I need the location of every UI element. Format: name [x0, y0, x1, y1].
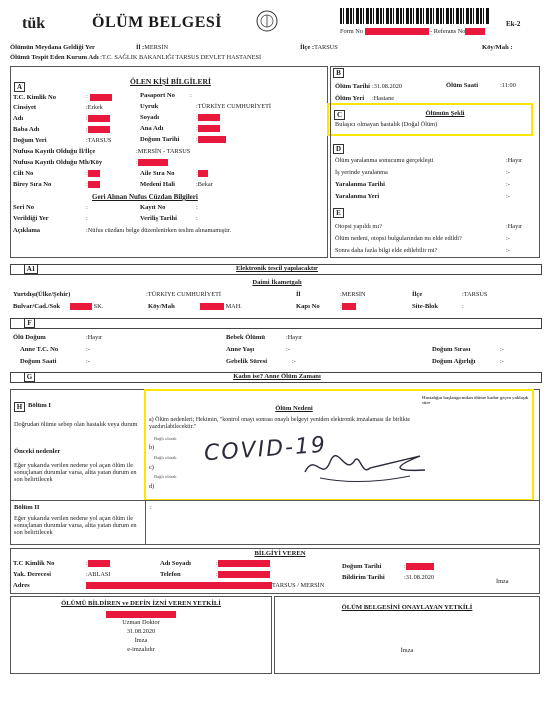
- d-row-3-value: :-: [506, 193, 510, 200]
- a1-ilce-value: :TARSUS: [462, 291, 488, 298]
- bilgi-adi-value: [216, 560, 270, 567]
- bilgi-yak-label: Yak. Derecesi: [13, 571, 51, 578]
- aralik-note: Hastalığın başlangıcından ölüme kadar geçen yaklaşık süre: [422, 395, 529, 406]
- a1-koy-label: Köy/Mah: [148, 303, 175, 310]
- e-row-2: Sonra daha fazla bilgi elde edilebilir mi?: [335, 247, 438, 254]
- footer-imza: İmza: [134, 637, 148, 644]
- row-medeni: Medeni Hali: [140, 181, 175, 188]
- row-cilt: Cilt No: [13, 170, 34, 177]
- anne-tc-value: :-: [86, 346, 90, 353]
- olu-dogum-value: :Hayır: [86, 334, 103, 341]
- verildigi-label: Verildiği Yer: [13, 215, 49, 222]
- place-il: İl :MERSİN: [136, 44, 169, 51]
- section-a-title: ÖLEN KİŞİ BİLGİLERİ: [130, 77, 211, 86]
- dogum-sirasi-label: Doğum Sırası: [432, 346, 471, 353]
- bulvar-value: SK.: [70, 303, 103, 310]
- row-nufus-il-value: :MERSİN - TARSUS: [136, 148, 191, 155]
- signature-scribble: [300, 442, 430, 487]
- olum-nedeni-intro: a) Ölüm nedenleri; Hekimin, "kontrol onayı sonrası onaylı belgeyi yeniden elektronik imzalaması ile birlikte yazdırılabilecektir.": [149, 417, 411, 430]
- section-d-letter: D: [333, 144, 344, 154]
- d-row-2: Yaralanma Tarihi: [335, 181, 386, 188]
- kayit-value: :: [196, 204, 198, 211]
- row-nufus-mh-value: [136, 159, 168, 166]
- footer-doctor: Uzman Doktor: [122, 619, 160, 626]
- footer-left-title: ÖLÜMÜ BİLDİREN ve DEFİN İZNİ VEREN YETKİLİ: [61, 600, 221, 607]
- ministry-logo: [20, 12, 52, 32]
- d-row-3: Yaralanma Yeri: [335, 193, 380, 200]
- olum-yeri-label: Ölüm Yeri: [335, 95, 365, 102]
- row-cilt-value: [86, 170, 100, 177]
- row-tc-value: :: [86, 93, 88, 100]
- d-row-2-value: :-: [506, 181, 510, 188]
- section-c-title: Ölümün Şekli: [425, 110, 465, 117]
- seri-value: :: [86, 204, 88, 211]
- row-dogum-yeri: Doğum Yeri: [13, 137, 47, 144]
- bilgi-adres-label: Adres: [13, 582, 30, 589]
- a1-koy-value: MAH.: [200, 303, 242, 310]
- row-dogum-tarihi: Doğum Tarihi: [140, 136, 180, 143]
- row-ana-value: [196, 125, 220, 132]
- dogum-sirasi-value: :-: [500, 346, 504, 353]
- kurum: Ölümü Tespit Eden Kurum Adı :T.C. SAĞLIK BAKANLIĞI TARSUS DEVLET HASTANESİ: [10, 54, 262, 61]
- row-birey-value: [86, 181, 100, 188]
- bolum1: Bölüm I: [28, 402, 51, 409]
- e-row-1-value: :-: [506, 235, 510, 242]
- row-aile-value: [196, 170, 208, 177]
- olum-tarihi-label: Ölüm Tarihi: [335, 83, 370, 90]
- a1-ilce-label: İlçe: [412, 291, 423, 298]
- section-a1-letter: A1: [24, 264, 38, 274]
- seri-label: Seri No: [13, 204, 35, 211]
- bilgi-dogum-value: [404, 563, 434, 570]
- kapi-label: Kapı No: [296, 303, 320, 310]
- bilgi-imza: İmza: [496, 578, 509, 585]
- bolum2: Bölüm II: [14, 504, 40, 511]
- section-g-letter: G: [24, 372, 35, 382]
- row-adi-value: [86, 115, 110, 122]
- footer-date: 31.08.2020: [126, 628, 156, 635]
- onceki-text: Eğer yukarıda verilen nedene yol açan ölüm ile sonuçlanan durumlar varsa, altta yatan durum en son belirtilecek: [14, 462, 137, 484]
- verilis-label: Veriliş Tarihi: [140, 215, 177, 222]
- row-adi: Adı: [13, 115, 24, 122]
- bilgi-title: BİLGİYİ VEREN: [254, 550, 306, 557]
- page-title: ÖLÜM BELGESİ: [92, 14, 223, 31]
- onceki: Önceki nedenler: [14, 448, 61, 455]
- bolum2-colon: :: [150, 504, 152, 511]
- section-c-letter: C: [334, 110, 345, 120]
- cause-c: c): [149, 464, 154, 471]
- yurtdisi-value: :TÜRKİYE CUMHURİYETİ: [146, 291, 222, 298]
- row-pasaport: Pasaport No: [140, 92, 175, 99]
- kayit-label: Kayıt No: [140, 204, 166, 211]
- h-bolum2-line: [10, 500, 540, 501]
- yurtdisi-label: Yurtdışı(Ülke/Şehir): [13, 291, 71, 298]
- row-dogum-tarihi-value: [196, 136, 226, 143]
- ikamet-title: Daimi İkametgah: [252, 279, 302, 286]
- row-cinsiyet-value: :Erkek: [86, 104, 103, 111]
- anne-yasi-label: Anne Yaşı: [226, 346, 255, 353]
- bebek-label: Bebek Ölümü: [226, 334, 266, 341]
- g-title: Kadın ise? Anne Ölüm Zamanı: [233, 373, 321, 380]
- section-f-letter: F: [24, 318, 35, 328]
- row-birey: Birey Sıra No: [13, 181, 52, 188]
- footer-right-title: ÖLÜM BELGESİNİ ONAYLAYAN YETKİLİ: [341, 604, 473, 611]
- row-uyruk: Uyruk: [140, 103, 159, 110]
- bilgi-tc-value: [86, 560, 110, 567]
- verildigi-value: :: [86, 215, 88, 222]
- dogum-saati-label: Doğum Saati: [20, 358, 57, 365]
- anne-yasi-value: :-: [286, 346, 290, 353]
- row-nufus-il: Nufusa Kayıtlı Olduğu İl/İlçe: [13, 148, 96, 155]
- bagli-1: Bağlı olarak: [154, 436, 177, 441]
- barcode: [340, 8, 490, 24]
- section-b-letter: B: [333, 68, 344, 78]
- bilgi-tel-label: Telefon: [160, 571, 181, 578]
- dogum-agirligi-label: Doğum Ağırlığı: [432, 358, 476, 365]
- row-cinsiyet: Cinsiyet: [13, 104, 37, 111]
- d-row-0: Ölüm yaralanma sonucumu gerçekleşti: [335, 157, 434, 164]
- kapi-value: [340, 303, 356, 310]
- right-col-frame: [330, 66, 540, 258]
- place-ilce: İlçe :TARSUS: [300, 44, 338, 51]
- place-label: Ölümün Meydana Geldiği Yer: [10, 44, 95, 51]
- section-h-letter: H: [14, 402, 25, 412]
- olum-tarihi-value: :31.08.2020: [372, 83, 403, 90]
- bilgi-tc-label: T.C Kimlik No: [13, 560, 55, 567]
- e-row-0: Otopsi yapıldı mı?: [335, 223, 382, 230]
- row-nufus-mh: Nufusa Kayıtlı Olduğu Mh/Köy: [13, 159, 103, 166]
- row-soyadi-value: [196, 114, 220, 121]
- logo-icon: [20, 12, 52, 32]
- footer-right-imza: İmza: [400, 647, 414, 654]
- bilgi-yak-value: :ABLASI: [86, 571, 111, 578]
- section-c-value: Bulaşıcı olmayan hastalık (Doğal Ölüm): [335, 121, 438, 128]
- signature-icon: [300, 442, 430, 487]
- place-koy: Köy/Mah :: [482, 44, 513, 51]
- aciklama-label: Açıklama: [13, 227, 41, 234]
- gebelik-value: :-: [292, 358, 296, 365]
- d-row-1-value: :-: [506, 169, 510, 176]
- row-baba-value: [86, 126, 110, 133]
- e-row-2-value: :-: [506, 247, 510, 254]
- cause-d: d): [149, 483, 155, 490]
- bolum2-text: Eğer yukarıda verilen nedene yol açan ölüm ile sonuçlanan durumlar varsa, altta yatan durum en son belirtilecek: [14, 515, 137, 537]
- row-soyadi: Soyadı: [140, 114, 160, 121]
- row-ana: Ana Adı: [140, 125, 164, 132]
- row-tc: T.C. Kimlik No: [13, 94, 57, 101]
- bulvar-label: Bulvar/Cad./Sok: [13, 303, 61, 310]
- section-a-letter: A: [14, 82, 25, 92]
- e-row-0-value: :Hayır: [506, 223, 523, 230]
- row-uyruk-value: :TÜRKİYE CUMHURİYETİ: [196, 103, 272, 110]
- dogum-agirligi-value: :-: [500, 358, 504, 365]
- d-row-1: İş yerinde yaralanma: [335, 169, 388, 176]
- bilgi-bildirim-value: :31.08.2020: [404, 574, 435, 581]
- bilgi-adres-value: TARSUS / MERSİN: [86, 582, 324, 589]
- bolum1-text: Doğrudan ölüme sebep olan hastalık veya durum: [14, 421, 138, 428]
- aciklama-value: :Nüfus cüzdanı belge düzenlenirken teslim alınamamıştır.: [86, 227, 232, 234]
- a1-title: Elektronik tescil yapılacaktır: [236, 265, 318, 272]
- bagli-2: Bağlı olarak: [154, 455, 177, 460]
- health-seal-icon: [256, 10, 278, 32]
- row-dogum-yeri-value: :TARSUS: [86, 137, 112, 144]
- logo-text: tük: [22, 15, 46, 32]
- verilis-value: :: [196, 215, 198, 222]
- site-label: Site-Blok: [412, 303, 439, 310]
- olum-saati-label: Ölüm Saati: [446, 82, 479, 89]
- gebelik-label: Gebelik Süresi: [226, 358, 268, 365]
- bilgi-adi-label: Adı Soyadı: [160, 560, 191, 567]
- a1-il-label: İl: [296, 291, 301, 298]
- ek-label: Ek-2: [506, 20, 521, 28]
- row-medeni-value: :Bekar: [196, 181, 213, 188]
- form-no: Form No - Referans No: [340, 28, 485, 35]
- olum-yeri-value: :Hastane: [372, 95, 395, 102]
- bagli-3: Bağlı olarak: [154, 474, 177, 479]
- olum-saati-value: :11:00: [500, 82, 516, 89]
- handwritten-cause: COVID-19: [203, 432, 328, 467]
- row-aile: Aile Sıra No: [140, 170, 175, 177]
- docs-title: Geri Alınan Nufus Cüzdan Bilgileri: [92, 193, 198, 201]
- row-pasaport-value: :: [190, 92, 192, 99]
- a1-il-value: :MERSİN: [340, 291, 366, 298]
- e-row-1: Ölüm nedeni, otopsi bulgularından mı elde edildi?: [335, 235, 462, 242]
- site-value: :: [462, 303, 464, 310]
- bebek-value: :Hayır: [286, 334, 303, 341]
- olum-nedeni-title: Ölüm Nedeni: [275, 405, 313, 412]
- bilgi-bildirim-label: Bildirim Tarihi: [342, 574, 385, 581]
- bilgi-dogum-label: Doğum Tarihi: [342, 563, 382, 570]
- redact-tc: [90, 93, 112, 101]
- anne-tc-label: Anne T.C. No: [20, 346, 59, 353]
- footer-left-redact: [10, 610, 272, 618]
- footer-eimza: e-imzalıdır: [127, 646, 155, 653]
- dogum-saati-value: :-: [86, 358, 90, 365]
- row-baba: Baba Adı: [13, 126, 40, 133]
- cause-b: b): [149, 444, 155, 451]
- section-e-letter: E: [333, 208, 344, 218]
- olu-dogum-label: Ölü Doğum: [13, 334, 46, 341]
- bilgi-tel-value: [216, 571, 270, 578]
- d-row-0-value: :Hayır: [506, 157, 523, 164]
- bar-f: [10, 318, 542, 329]
